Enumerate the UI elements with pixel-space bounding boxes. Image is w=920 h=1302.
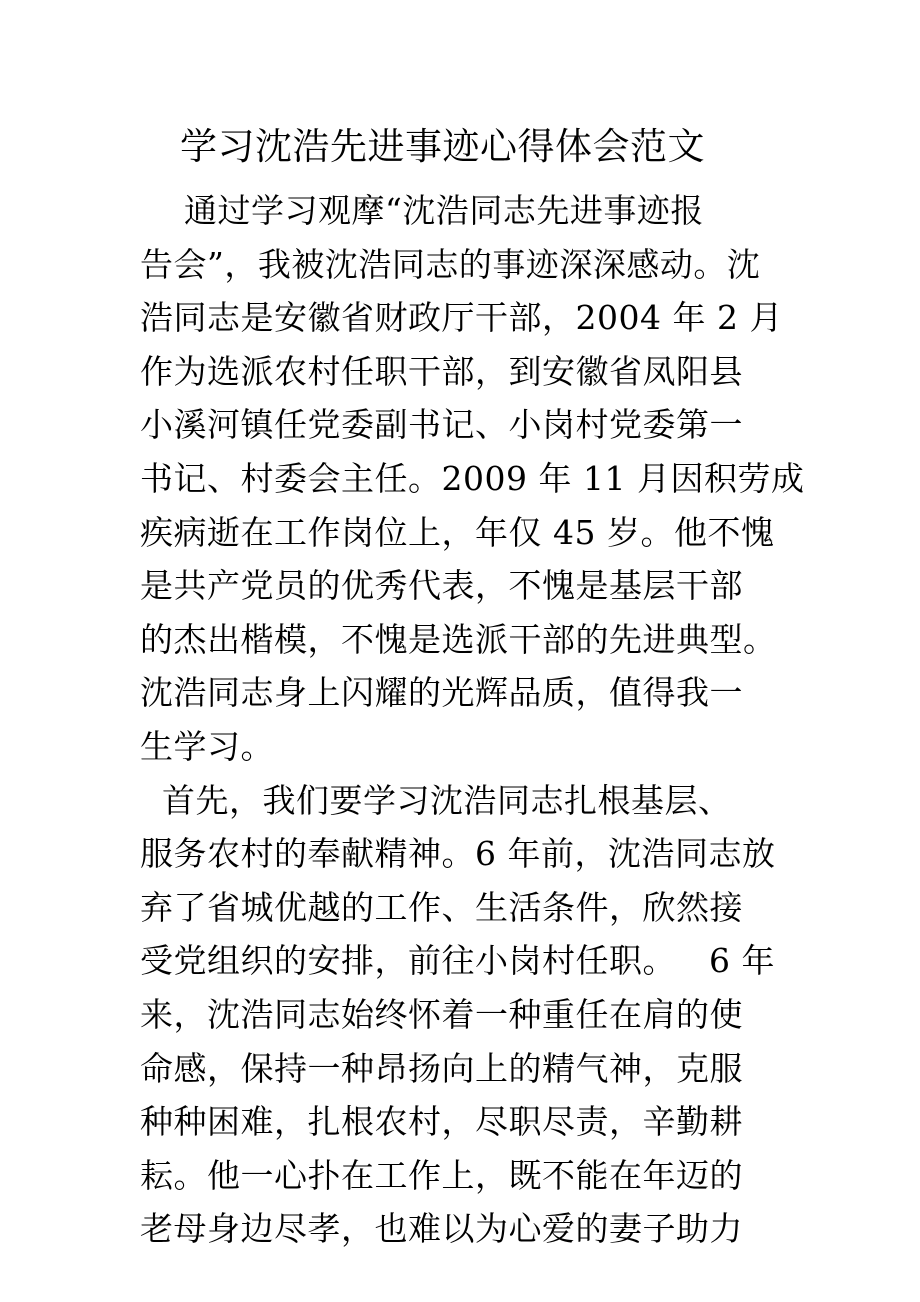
text-line: 疾病逝在工作岗位上，年仅 45 岁。他不愧 [140, 512, 775, 552]
document-title: 学习沈浩先进事迹心得体会范文 [180, 125, 705, 168]
text-line: 老母身边尽孝，也难以为心爱的妻子助力 [140, 1209, 743, 1249]
text-line: 弃了省城优越的工作、生活条件，欣然接 [140, 887, 743, 927]
text-line: 书记、村委会主任。2009 年 11 月因积劳成 [140, 458, 805, 498]
text-line: 来，沈浩同志始终怀着一种重任在肩的使 [140, 994, 743, 1034]
text-line: 浩同志是安徽省财政厅干部，2004 年 2 月 [140, 298, 783, 338]
text-line: 命感，保持一种昂扬向上的精气神，克服 [140, 1048, 743, 1088]
text-line: 受党组织的安排，前往小岗村任职。 6 年 [140, 941, 775, 981]
text-line: 的杰出楷模，不愧是选派干部的先进典型。 [140, 619, 777, 659]
text-line: 通过学习观摩“沈浩同志先进事迹报 [140, 191, 704, 230]
text-line: 首先，我们要学习沈浩同志扎根基层、 [140, 780, 732, 820]
document-body [140, 184, 860, 1256]
text-line: 作为选派农村任职干部，到安徽省凤阳县 [140, 351, 743, 391]
text-line: 种种困难，扎根农村，尽职尽责，辛勤耕 [140, 1102, 743, 1142]
text-line: 耘。他一心扑在工作上，既不能在年迈的 [140, 1155, 743, 1195]
text-line: 告会”，我被沈浩同志的事迹深深感动。沈 [140, 244, 761, 284]
text-line: 服务农村的奉献精神。6 年前，沈浩同志放 [140, 834, 776, 874]
text-line: 生学习。 [140, 726, 274, 766]
text-line: 是共产党员的优秀代表，不愧是基层干部 [140, 566, 743, 606]
text-line: 小溪河镇任党委副书记、小岗村党委第一 [140, 405, 743, 445]
text-line: 沈浩同志身上闪耀的光辉品质，值得我一 [140, 673, 743, 713]
